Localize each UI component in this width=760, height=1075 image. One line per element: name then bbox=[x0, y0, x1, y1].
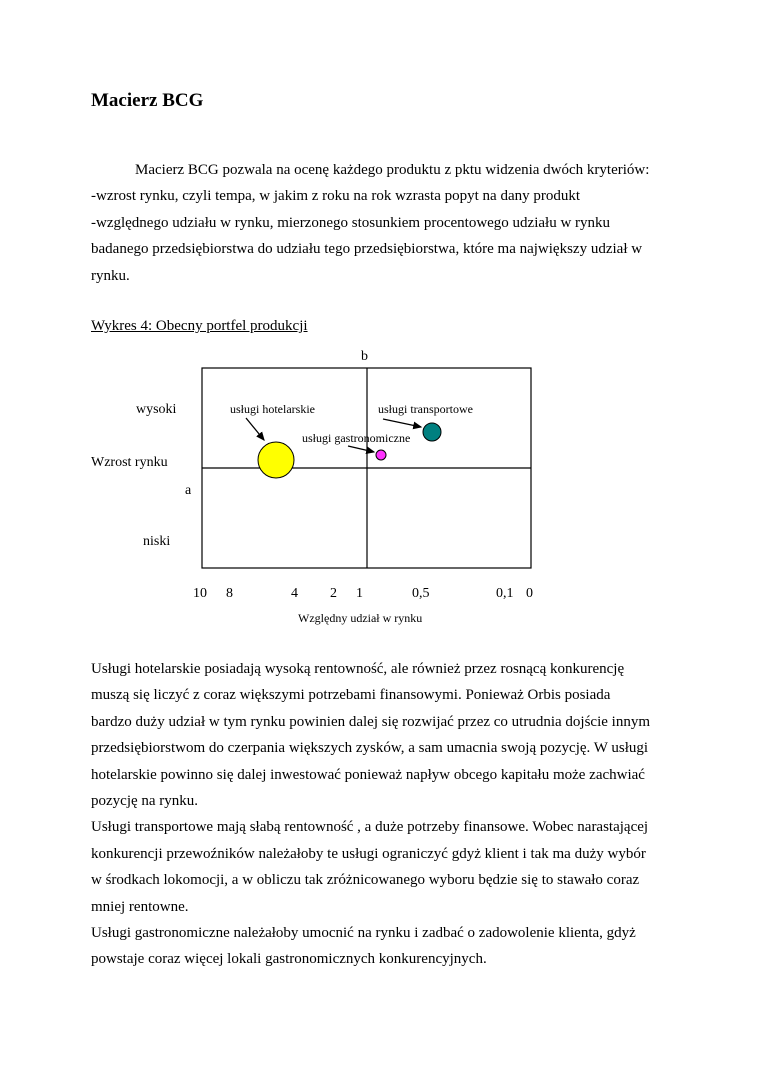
body-paragraphs bbox=[91, 656, 671, 973]
bcg-matrix-chart bbox=[0, 340, 760, 630]
body-line: pozycję na rynku. bbox=[91, 793, 199, 810]
body-line: muszą się liczyć z coraz większymi potrzebami finansowymi. Ponieważ Orbis posiada bbox=[91, 687, 611, 704]
bubble-transport-services bbox=[423, 423, 441, 441]
body-line: konkurencji przewoźników należałoby te usługi ograniczyć gdyż klient i tak ma duży wybór bbox=[91, 845, 646, 862]
bubble-gastronomy-services bbox=[376, 450, 386, 460]
body-line: Usługi transportowe mają słabą rentowność , a duże potrzeby finansowe. Wobec narastającej bbox=[91, 819, 649, 836]
body-line: Usługi gastronomiczne należałoby umocnić na rynku i zadbać o zadowolenie klienta, gdyż bbox=[91, 925, 636, 942]
point-label-gastronomy: usługi gastronomiczne bbox=[302, 431, 411, 445]
point-label-transport: usługi transportowe bbox=[378, 402, 473, 416]
intro-line: Macierz BCG pozwala na ocenę każdego produktu z pktu widzenia dwóch kryteriów: bbox=[135, 162, 650, 178]
intro-paragraph bbox=[91, 157, 671, 289]
x-tick-label: 0,5 bbox=[412, 586, 430, 601]
body-line: w środkach lokomocji, a w obliczu tak zróżnicowanego wyboru będzie się to stawało coraz bbox=[91, 872, 640, 889]
horizontal-divider-label: a bbox=[185, 483, 192, 498]
x-tick-label: 10 bbox=[193, 586, 207, 601]
body-line: Usługi hotelarskie posiadają wysoką rentowność, ale również przez rosnącą konkurencję bbox=[91, 661, 625, 677]
page-title: Macierz BCG bbox=[91, 90, 204, 111]
body-line: bardzo duży udział w tym rynku powinien dalej się rozwijać przez co utrudnia dojście innym bbox=[91, 713, 650, 730]
intro-line: -względnego udziału w rynku, mierzonego stosunkiem procentowego udziału w rynku bbox=[91, 214, 611, 231]
x-tick-label: 4 bbox=[291, 586, 298, 601]
body-line: przedsiębiorstwom do czerpania większych zysków, a sam umacnia swoją pozycję. W usługi bbox=[91, 740, 649, 757]
x-tick-label: 8 bbox=[226, 586, 233, 601]
point-label-hotel: usługi hotelarskie bbox=[230, 402, 315, 416]
body-line: mniej rentowne. bbox=[91, 898, 189, 915]
intro-line: -wzrost rynku, czyli tempa, w jakim z roku na rok wzrasta popyt na dany produkt bbox=[91, 188, 581, 205]
chart-caption: Wykres 4: Obecny portfel produkcji bbox=[91, 318, 308, 334]
body-line: powstaje coraz więcej lokali gastronomicznych konkurencyjnych. bbox=[91, 951, 487, 968]
x-tick-label: 0 bbox=[526, 586, 533, 601]
y-axis-label: Wzrost rynku bbox=[91, 455, 168, 470]
y-label-low: niski bbox=[143, 534, 171, 549]
body-line: hotelarskie powinno się dalej inwestować ponieważ napływ obcego kapitału może zachwiać bbox=[91, 766, 645, 783]
x-tick-label: 2 bbox=[330, 586, 337, 601]
x-tick-label: 1 bbox=[356, 586, 363, 601]
vertical-divider-label: b bbox=[361, 349, 368, 364]
arrow-gastronomy bbox=[348, 446, 374, 452]
y-label-high: wysoki bbox=[136, 402, 177, 417]
x-axis-label: Względny udział w rynku bbox=[298, 611, 423, 625]
intro-line: badanego przedsiębiorstwa do udziału tego przedsiębiorstwa, które ma największy udział w bbox=[91, 241, 643, 258]
bubble-hotel-services bbox=[258, 442, 294, 478]
arrow-hotel bbox=[246, 418, 264, 440]
x-tick-label: 0,1 bbox=[496, 586, 514, 601]
arrow-transport bbox=[383, 419, 421, 427]
intro-line: rynku. bbox=[91, 267, 130, 284]
